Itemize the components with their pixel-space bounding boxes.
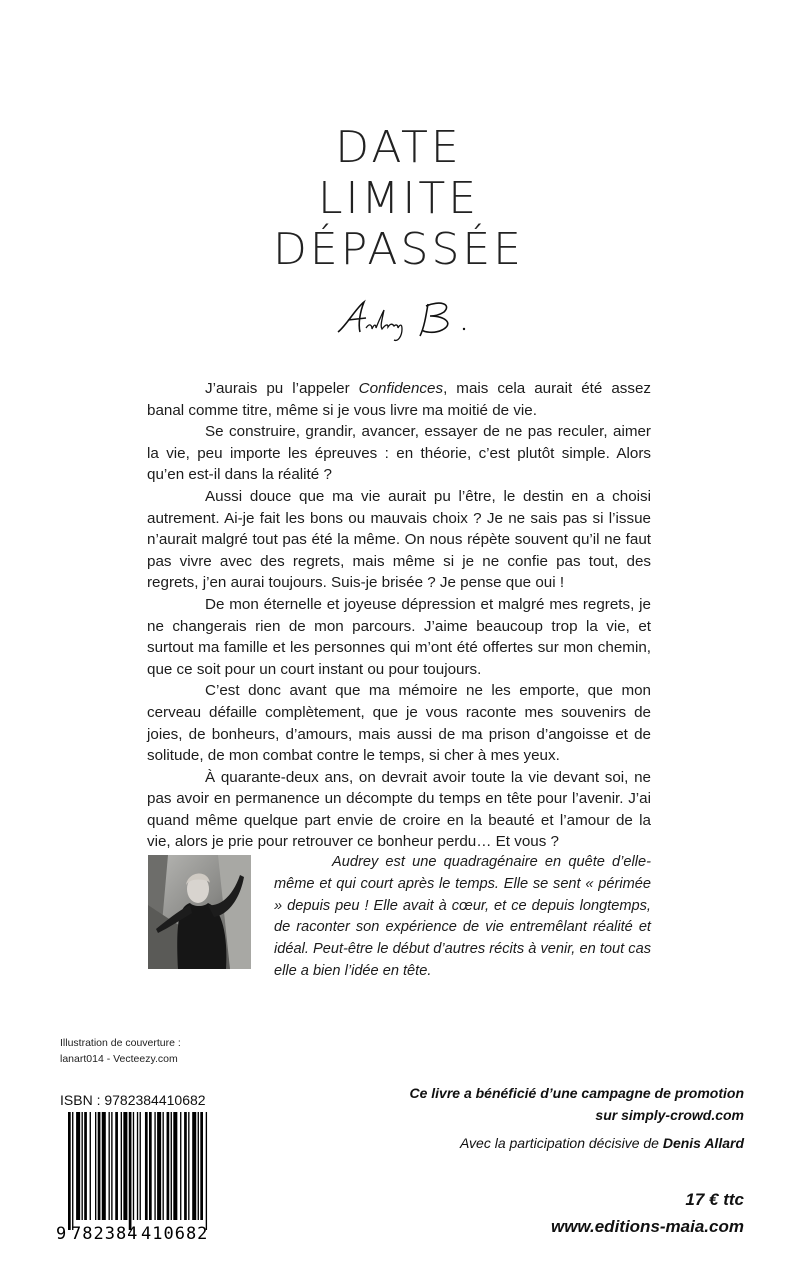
barcode-bar (115, 1112, 118, 1220)
barcode-bar (206, 1112, 207, 1230)
barcode-digit-first: 9 (56, 1224, 67, 1242)
barcode-bar (163, 1112, 164, 1220)
title-line-3: DÉPASSÉE (273, 224, 524, 275)
barcode-bar (180, 1112, 181, 1220)
barcode-bar (133, 1112, 134, 1220)
book-title (0, 122, 797, 275)
credit-line-1: Illustration de couverture : (60, 1037, 181, 1049)
barcode-bar (109, 1112, 110, 1220)
barcode-bar (72, 1112, 73, 1230)
author-bio (274, 852, 651, 983)
barcode-bar (95, 1112, 96, 1220)
barcode-bar (68, 1112, 71, 1230)
barcode-bar (188, 1112, 189, 1220)
isbn-barcode (56, 1112, 216, 1242)
barcode-bar (129, 1112, 132, 1230)
promotion-note (409, 1082, 744, 1126)
barcode-bar (102, 1112, 106, 1220)
author-photo (148, 855, 251, 969)
promotion-line-1: Ce livre a bénéficié d’une campagne de promotion (409, 1085, 744, 1101)
participation-note: Avec la participation décisive de Denis Allard (459, 1135, 744, 1151)
barcode-digits-right: 410682 (141, 1224, 209, 1242)
barcode-bar (200, 1112, 203, 1220)
barcode-bar (140, 1112, 141, 1220)
blurb-emphasis: Confidences (358, 380, 444, 397)
cover-illustration-credit (60, 1035, 181, 1067)
author-signature (330, 296, 480, 346)
publisher-website: www.editions-maia.com (550, 1217, 744, 1236)
barcode-bar (157, 1112, 161, 1220)
blurb-paragraph: Se construire, grandir, avancer, essayer de ne pas reculer, aimer la vie, peu importe les épreuves : en théorie, c’est plutôt simple. Alors qu’en est-il dans la réalité ? (147, 423, 651, 484)
blurb-paragraph: J’aurais pu l’appeler Confidences, mais cela aurait été assez banal comme titre, même si je vous livre ma moitié de vie. (147, 380, 651, 419)
barcode-bar (171, 1112, 172, 1220)
credit-line-2: lanart014 - Vecteezy.com (60, 1053, 178, 1065)
participant-name: Denis Allard (662, 1135, 744, 1151)
blurb-paragraph: De mon éternelle et joyeuse dépression et malgré mes regrets, je ne changerais rien de mon parcours. J’aime beaucoup trop la vie, et surtout ma famille et les personnes qui m’ont été offertes sur mon chemin, que ce soit pour un court instant ou pour toujours. (147, 595, 651, 678)
barcode-bar (167, 1112, 170, 1220)
barcode-bar (82, 1112, 83, 1220)
title-line-2: LIMITE (317, 173, 480, 224)
barcode-bar (111, 1112, 112, 1220)
barcode-bar (192, 1112, 196, 1220)
barcode-bar (90, 1112, 91, 1220)
barcode-bar (149, 1112, 152, 1220)
back-cover-blurb (147, 378, 651, 853)
blurb-paragraph: Aussi douce que ma vie aurait pu l’être, le destin en a choisi autrement. Ai-je fait les bons ou mauvais choix ? Je ne sais pas si l’issue n’aurait malgré tout pas été la même. On nous répète souvent qu’il ne faut pas vivre avec des regrets, mais même si je ne confie pas tout, des regrets, j’en aurai toujours. Suis-je brisée ? Je pense que oui ! (147, 487, 651, 592)
barcode-bar (154, 1112, 155, 1220)
title-line-1: DATE (335, 122, 462, 173)
barcode-bar (173, 1112, 177, 1220)
barcode-bar (76, 1112, 80, 1220)
price: 17 € ttc (685, 1190, 744, 1209)
blurb-paragraph: C’est donc avant que ma mémoire ne les emporte, que mon cerveau défaille complètement, que je vous raconte mes souvenirs de joies, de bonheurs, d’amours, mais aussi de ma prison d’angoisse et de solitude, de mon combat contre le temps, si cher à mes yeux. (147, 682, 651, 765)
barcode-bar (198, 1112, 199, 1220)
barcode-bar (137, 1112, 138, 1220)
barcode-bar (123, 1112, 127, 1220)
barcode-bar (84, 1112, 87, 1220)
blurb-paragraph: À quarante-deux ans, on devrait avoir toute la vie devant soi, ne pas avoir en permanence un décompte du temps en tête pour l’avenir. J’ai quand même quelque part envie de croire en la beauté et l’amour de la vie, alors je prie pour retrouver ce bonheur perdu… Et vous ? (147, 768, 651, 851)
promotion-line-2: sur simply-crowd.com (595, 1107, 744, 1123)
author-bio-text: Audrey est une quadragénaire en quête d’elle-même et qui court après le temps. Elle se sent « périmée » depuis peu ! Elle avait à cœur, et ce depuis longtemps, de raconter son expérience de vie entremêlant réalité et idéal. Peut-être le début d’autres récits à venir, en tout cas elle a bien l’idée en tête. (274, 854, 651, 979)
barcode-digits-left: 782384 (71, 1224, 139, 1242)
isbn-label: ISBN : 9782384410682 (60, 1092, 206, 1108)
barcode-bar (121, 1112, 122, 1220)
barcode-bar (184, 1112, 187, 1220)
barcode-bar (145, 1112, 148, 1220)
barcode-bar (98, 1112, 101, 1220)
